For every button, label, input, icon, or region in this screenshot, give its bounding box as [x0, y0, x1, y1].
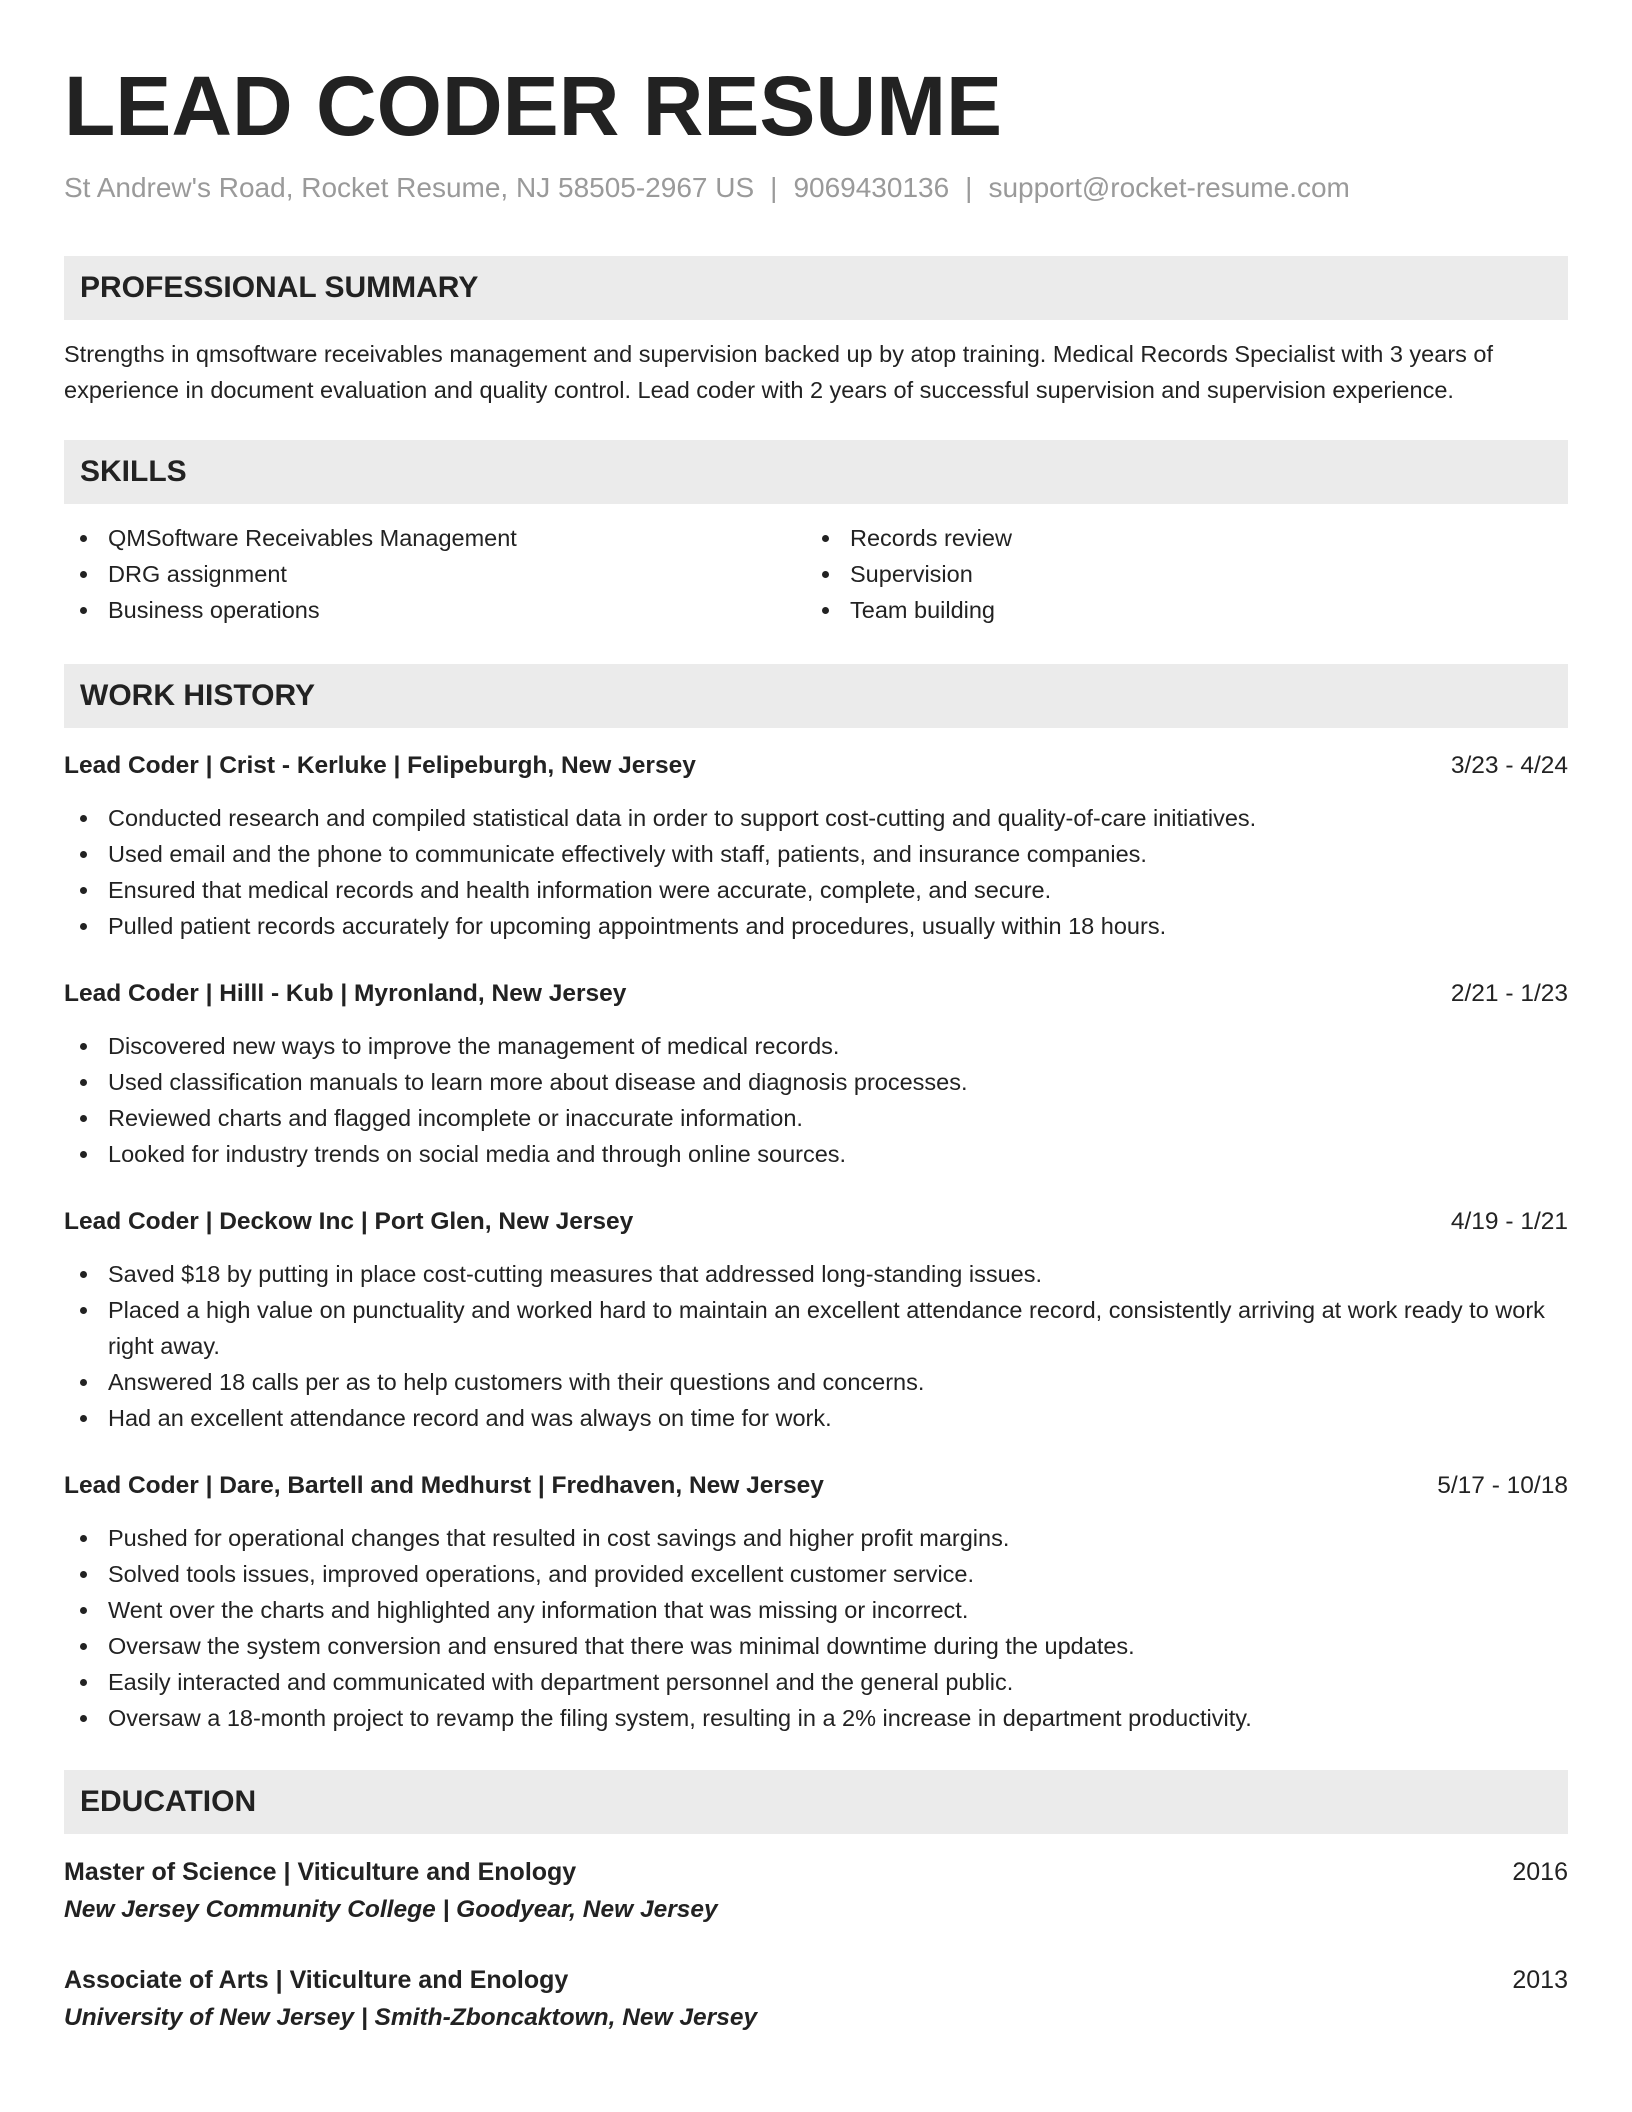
education-header	[64, 1854, 1568, 1890]
skill-item: Team building	[806, 592, 1012, 628]
education-header	[64, 1962, 1568, 1998]
education-entry	[64, 1854, 1568, 1930]
skill-item: Business operations	[64, 592, 806, 628]
contact-separator: |	[770, 172, 778, 203]
summary-text: Strengths in qmsoftware receivables management and supervision backed up by atop training. Medical Records Specialist with 3 years of experience in document evaluation and quality control. Lead coder with 2 years of successful supervision and supervision experience.	[64, 341, 1494, 403]
contact-line	[64, 170, 1568, 206]
resume-title: LEAD CODER RESUME	[64, 59, 1003, 153]
section-heading-summary: PROFESSIONAL SUMMARY	[64, 256, 1568, 320]
job-entry	[64, 1468, 1568, 1736]
skills-column-left	[64, 520, 806, 628]
section-heading-skills: SKILLS	[64, 440, 1568, 504]
job-title: Lead Coder | Hilll - Kub | Myronland, New Jersey	[64, 980, 627, 1007]
job-bullet: Ensured that medical records and health information were accurate, complete, and secure.	[64, 872, 1568, 908]
job-entry	[64, 1204, 1568, 1436]
education-school: New Jersey Community College | Goodyear, New Jersey	[64, 1896, 718, 1923]
job-bullet: Conducted research and compiled statistical data in order to support cost-cutting and quality-of-care initiatives.	[64, 800, 1568, 836]
job-bullet: Saved $18 by putting in place cost-cutting measures that addressed long-standing issues.	[64, 1256, 1568, 1292]
skill-item: Records review	[806, 520, 1012, 556]
job-bullet: Discovered new ways to improve the management of medical records.	[64, 1028, 1568, 1064]
job-dates: 5/17 - 10/18	[1437, 1472, 1568, 1499]
job-bullet: Pushed for operational changes that resulted in cost savings and higher profit margins.	[64, 1520, 1568, 1556]
job-entry	[64, 748, 1568, 944]
education-entry	[64, 1962, 1568, 2038]
job-bullet: Looked for industry trends on social media and through online sources.	[64, 1136, 1568, 1172]
job-bullet: Answered 18 calls per as to help customers with their questions and concerns.	[64, 1364, 1568, 1400]
job-bullets	[64, 1520, 1568, 1736]
education-degree: Associate of Arts | Viticulture and Enology	[64, 1966, 569, 1994]
job-title: Lead Coder | Deckow Inc | Port Glen, New Jersey	[64, 1208, 634, 1235]
education-degree: Master of Science | Viticulture and Enology	[64, 1858, 577, 1886]
contact-separator: |	[965, 172, 973, 203]
job-dates: 4/19 - 1/21	[1450, 1208, 1568, 1235]
job-header	[64, 1468, 1568, 1504]
job-bullet: Reviewed charts and flagged incomplete or inaccurate information.	[64, 1100, 1568, 1136]
job-bullets	[64, 800, 1568, 944]
job-header	[64, 748, 1568, 784]
job-bullets	[64, 1256, 1568, 1436]
skill-item: DRG assignment	[64, 556, 806, 592]
job-title: Lead Coder | Dare, Bartell and Medhurst | Fredhaven, New Jersey	[64, 1472, 824, 1499]
job-bullet: Oversaw a 18-month project to revamp the filing system, resulting in a 2% increase in department productivity.	[64, 1700, 1568, 1736]
resume-page	[64, 56, 1568, 2038]
job-bullets	[64, 1028, 1568, 1172]
job-bullet: Used classification manuals to learn more about disease and diagnosis processes.	[64, 1064, 1568, 1100]
education-year: 2016	[1512, 1858, 1568, 1886]
job-header	[64, 1204, 1568, 1240]
section-heading-work-history: WORK HISTORY	[64, 664, 1568, 728]
job-bullet: Had an excellent attendance record and was always on time for work.	[64, 1400, 1568, 1436]
education-school: University of New Jersey | Smith-Zboncaktown, New Jersey	[64, 2004, 758, 2031]
job-bullet: Placed a high value on punctuality and worked hard to maintain an excellent attendance record, consistently arriving at work ready to work right away.	[64, 1292, 1568, 1364]
contact-phone: 9069430136	[793, 172, 950, 203]
skills-list	[64, 520, 1568, 628]
skills-column-right	[806, 520, 1012, 628]
job-bullet: Used email and the phone to communicate effectively with staff, patients, and insurance companies.	[64, 836, 1568, 872]
job-bullet: Solved tools issues, improved operations, and provided excellent customer service.	[64, 1556, 1568, 1592]
section-heading-education: EDUCATION	[64, 1770, 1568, 1834]
job-dates: 3/23 - 4/24	[1450, 752, 1568, 779]
skill-item: QMSoftware Receivables Management	[64, 520, 806, 556]
job-dates: 2/21 - 1/23	[1450, 980, 1568, 1007]
job-bullet: Pulled patient records accurately for upcoming appointments and procedures, usually within 18 hours.	[64, 908, 1568, 944]
job-title: Lead Coder | Crist - Kerluke | Felipeburgh, New Jersey	[64, 752, 696, 779]
job-bullet: Easily interacted and communicated with department personnel and the general public.	[64, 1664, 1568, 1700]
contact-email: support@rocket-resume.com	[988, 172, 1350, 203]
job-entry	[64, 976, 1568, 1172]
education-year: 2013	[1512, 1966, 1568, 1994]
skill-item: Supervision	[806, 556, 1012, 592]
contact-address: St Andrew's Road, Rocket Resume, NJ 58505-2967 US	[64, 172, 755, 203]
job-header	[64, 976, 1568, 1012]
job-bullet: Oversaw the system conversion and ensured that there was minimal downtime during the updates.	[64, 1628, 1568, 1664]
job-bullet: Went over the charts and highlighted any information that was missing or incorrect.	[64, 1592, 1568, 1628]
